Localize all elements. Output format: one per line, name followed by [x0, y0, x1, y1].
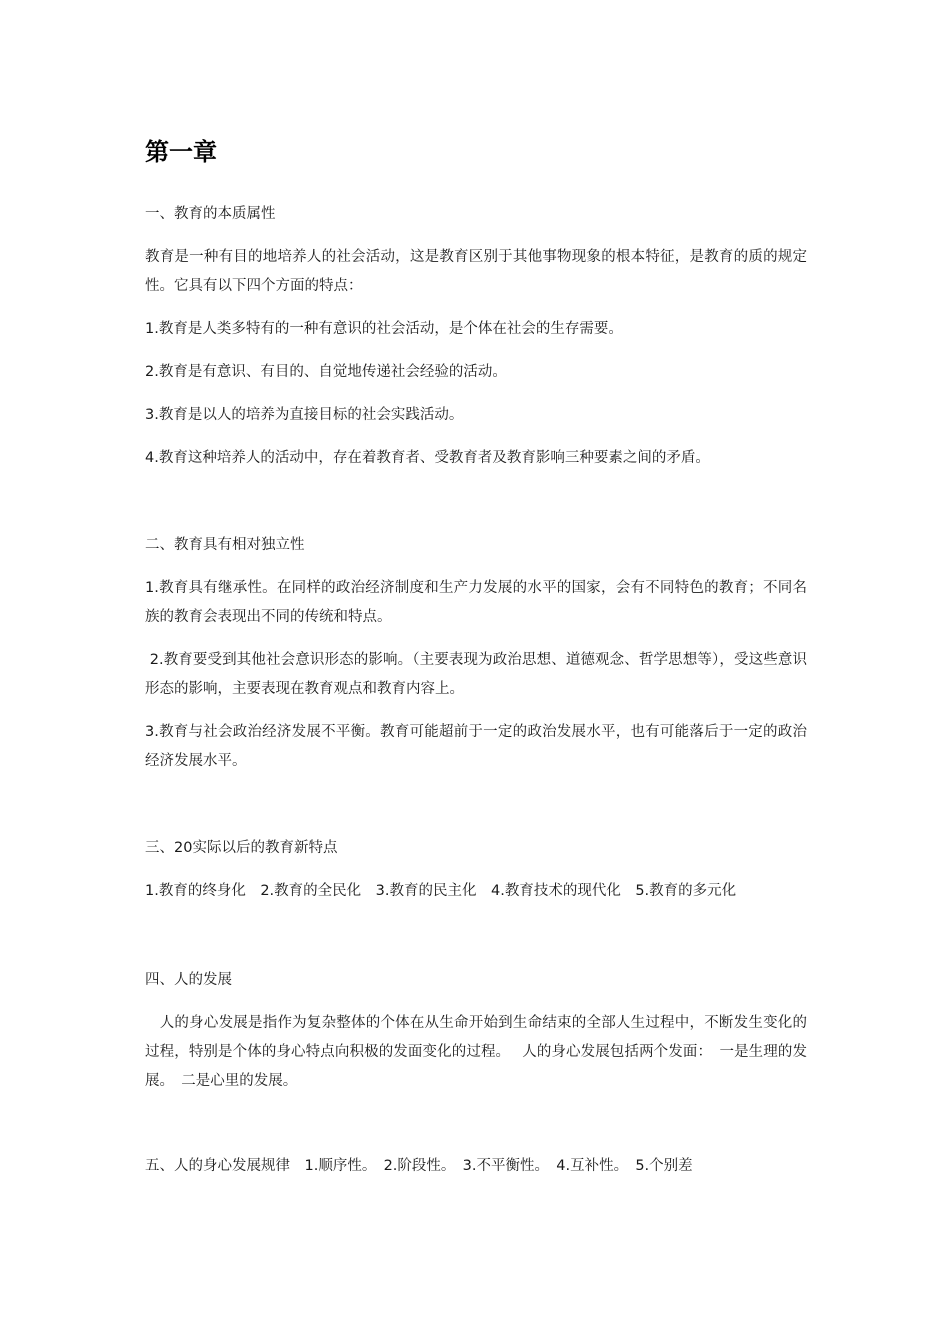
section-heading: 四、人的发展	[145, 972, 232, 988]
paragraph: 人的身心发展是指作为复杂整体的个体在从生命开始到生命结束的全部人生过程中，不断发生变化的过程，特别是个体的身心特点向积极的发面变化的过程。 人的身心发展包括两个发面： 一是生理的发展。 二是心里的发展。	[145, 1015, 807, 1089]
paragraph: 1.教育是人类多特有的一种有意识的社会活动，是个体在社会的生存需要。	[145, 321, 623, 337]
section-2	[145, 531, 807, 776]
paragraph: 3.教育与社会政治经济发展不平衡。教育可能超前于一定的政治发展水平，也有可能落后于一定的政治经济发展水平。	[145, 724, 807, 769]
section-5	[145, 1152, 807, 1181]
section-heading: 五、人的身心发展规律 1.顺序性。 2.阶段性。 3.不平衡性。 4.互补性。 5.个别差	[145, 1158, 693, 1174]
paragraph: 4.教育这种培养人的活动中，存在着教育者、受教育者及教育影响三种要素之间的矛盾。	[145, 450, 710, 466]
spacer	[145, 487, 807, 531]
chapter-title: 第一章	[145, 138, 217, 166]
document-body	[145, 136, 807, 1195]
paragraph: 教育是一种有目的地培养人的社会活动，这是教育区别于其他事物现象的根本特征，是教育的质的规定性。它具有以下四个方面的特点：	[145, 249, 807, 294]
section-heading: 一、教育的本质属性	[145, 206, 276, 222]
section-1	[145, 200, 807, 473]
section-heading: 二、教育具有相对独立性	[145, 537, 305, 553]
paragraph: 2.教育是有意识、有目的、自觉地传递社会经验的活动。	[145, 364, 507, 380]
spacer	[145, 1110, 807, 1152]
spacer	[145, 920, 807, 966]
paragraph: 1.教育具有继承性。在同样的政治经济制度和生产力发展的水平的国家，会有不同特色的教育；不同名族的教育会表现出不同的传统和特点。	[145, 580, 807, 625]
spacer	[145, 790, 807, 834]
paragraph: 1.教育的终身化 2.教育的全民化 3.教育的民主化 4.教育技术的现代化 5.教育的多元化	[145, 883, 737, 899]
paragraph: 2.教育要受到其他社会意识形态的影响。（主要表现为政治思想、道德观念、哲学思想等），受这些意识形态的影响，主要表现在教育观点和教育内容上。	[145, 652, 807, 697]
section-3	[145, 834, 807, 906]
section-heading: 三、20实际以后的教育新特点	[145, 840, 338, 856]
section-4	[145, 966, 807, 1096]
paragraph: 3.教育是以人的培养为直接目标的社会实践活动。	[145, 407, 464, 423]
